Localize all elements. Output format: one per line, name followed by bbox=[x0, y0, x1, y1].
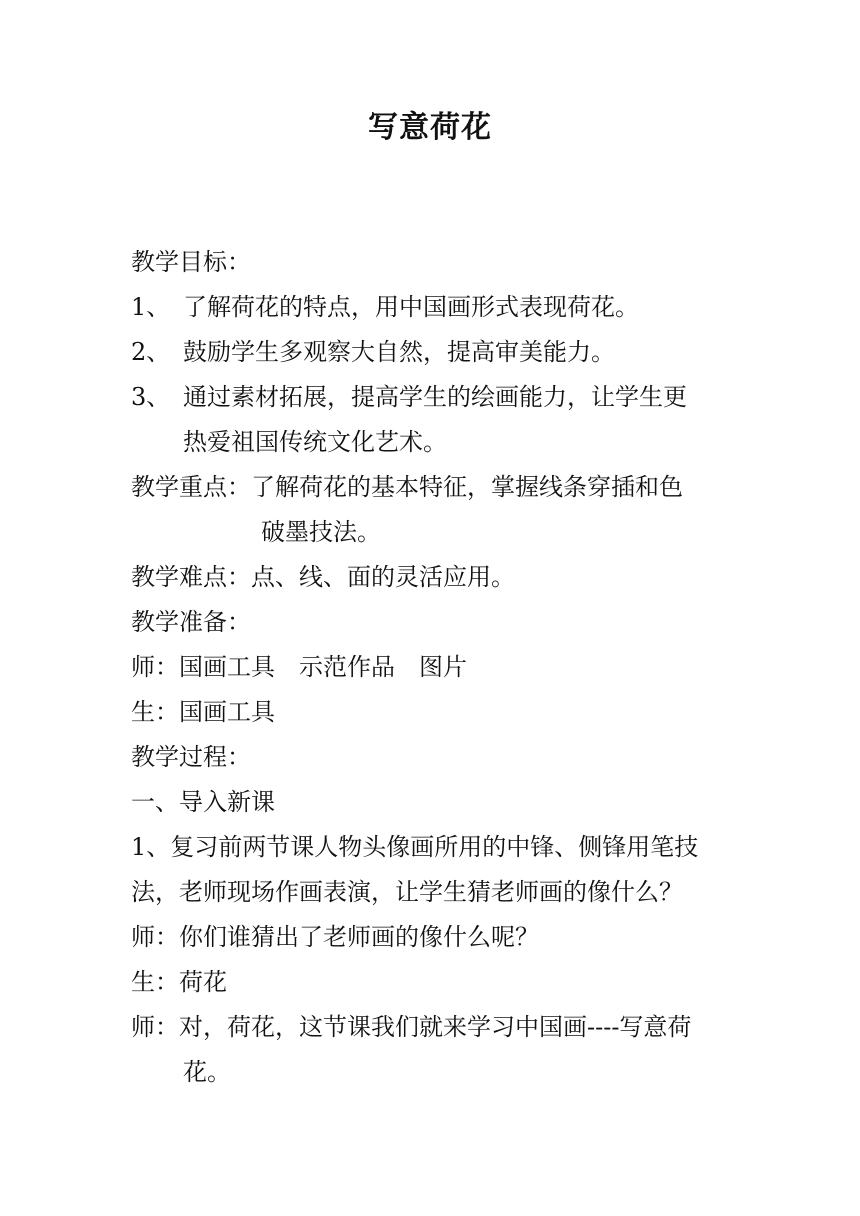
objective-number: 3、 bbox=[131, 383, 171, 411]
dialog-teacher-response-line2: 花。 bbox=[183, 1058, 231, 1086]
step1-line1: 1、复习前两节课人物头像画所用的中锋、侧锋用笔技 bbox=[131, 833, 699, 861]
objective-number: 1、 bbox=[131, 293, 171, 321]
objective-text: 通过素材拓展，提高学生的绘画能力，让学生更 bbox=[183, 383, 687, 411]
difficulty bbox=[131, 562, 515, 592]
dialog-teacher-question: 师：你们谁猜出了老师画的像什么呢？ bbox=[131, 923, 539, 951]
process-heading: 教学过程： bbox=[131, 743, 251, 771]
key-point-continuation: 破墨技法。 bbox=[261, 518, 381, 546]
step1-line2: 法，老师现场作画表演，让学生猜老师画的像什么？ bbox=[131, 878, 683, 906]
objective-item-1 bbox=[131, 292, 639, 322]
objectives-heading: 教学目标： bbox=[131, 248, 251, 276]
teacher-preparation: 师：国画工具 示范作品 图片 bbox=[131, 653, 467, 681]
key-point bbox=[131, 472, 683, 502]
objective-text: 鼓励学生多观察大自然，提高审美能力。 bbox=[183, 338, 615, 366]
student-preparation: 生：国画工具 bbox=[131, 698, 275, 726]
objective-item-3 bbox=[131, 382, 687, 412]
preparation-heading: 教学准备： bbox=[131, 608, 251, 636]
document-title: 写意荷花 bbox=[368, 110, 492, 145]
section-heading: 一、导入新课 bbox=[131, 788, 275, 816]
objective-item-3-continuation: 热爱祖国传统文化艺术。 bbox=[183, 428, 447, 456]
objective-text: 了解荷花的特点，用中国画形式表现荷花。 bbox=[183, 293, 639, 321]
dialog-student-answer: 生：荷花 bbox=[131, 968, 227, 996]
objective-number: 2、 bbox=[131, 338, 171, 366]
difficulty-text: 点、线、面的灵活应用。 bbox=[251, 563, 515, 591]
objective-item-2 bbox=[131, 337, 615, 367]
difficulty-label: 教学难点： bbox=[131, 563, 251, 591]
key-point-label: 教学重点： bbox=[131, 473, 251, 501]
dialog-teacher-response-line1: 师：对，荷花，这节课我们就来学习中国画----写意荷 bbox=[131, 1013, 692, 1041]
key-point-text: 了解荷花的基本特征，掌握线条穿插和色 bbox=[251, 473, 683, 501]
